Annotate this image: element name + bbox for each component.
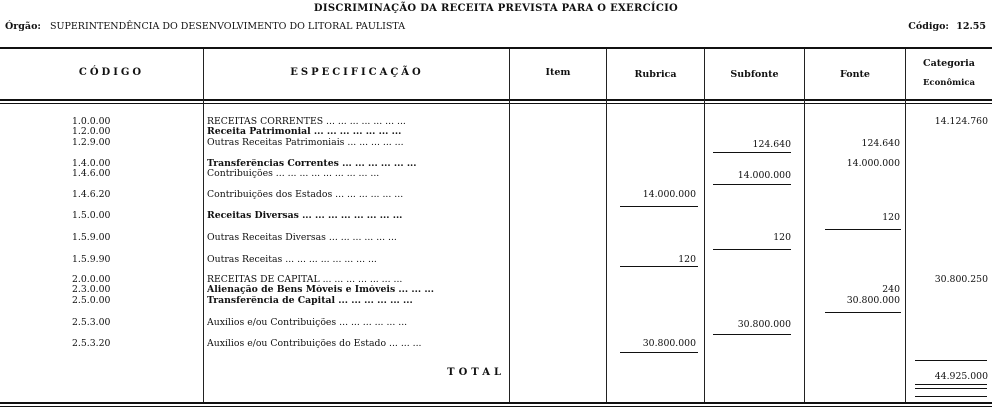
- row-rubrica-value: 120: [678, 254, 696, 265]
- document-title: DISCRIMINAÇÃO DA RECEITA PREVISTA PARA O EXERCÍCIO: [313, 3, 679, 14]
- row-fonte-value: 14.000.000: [846, 158, 900, 169]
- row-code: 2.3.0.00: [72, 284, 111, 295]
- rule-subfonte-1: [713, 152, 791, 153]
- row-code: 2.5.3.00: [72, 317, 111, 328]
- row-specification: RECEITAS DE CAPITAL ... ... ... ... ... ... ...: [207, 275, 403, 285]
- row-specification: Contribuições ... ... ... ... ... ... ... ... ...: [207, 169, 380, 179]
- row-specification: Outras Receitas ... ... ... ... ... ... ... ...: [207, 255, 377, 265]
- code-value: 12.55: [956, 21, 986, 32]
- row-subfonte-value: 14.000.000: [737, 170, 791, 181]
- header-codigo: CÓDIGO: [78, 67, 145, 78]
- header-rubrica: Rubrica: [634, 69, 677, 80]
- header-item: Item: [545, 67, 571, 78]
- total-label: TOTAL: [447, 367, 505, 378]
- rule-subfonte-2: [713, 184, 791, 185]
- row-code: 1.0.0.00: [72, 116, 111, 127]
- row-code: 2.5.3.20: [72, 338, 111, 349]
- rule-fonte-2: [825, 312, 901, 313]
- row-code: 1.2.0.00: [72, 126, 111, 137]
- row-fonte-value: 30.800.000: [846, 295, 900, 306]
- rule-rubrica-3: [620, 352, 698, 353]
- rule-total-1: [915, 384, 987, 385]
- rule-total-top: [915, 360, 987, 361]
- row-code: 1.5.9.90: [72, 254, 111, 265]
- rule-subfonte-3: [713, 249, 791, 250]
- header-especificacao: ESPECIFICAÇÃO: [290, 67, 424, 78]
- row-categoria-value: 30.800.250: [934, 274, 988, 285]
- total-value: 44.925.000: [934, 371, 988, 382]
- rule-total-2: [915, 388, 987, 389]
- row-code: 2.5.0.00: [72, 295, 111, 306]
- rule-subfonte-4: [713, 334, 791, 335]
- code-label: Código:: [908, 21, 949, 32]
- row-code: 1.4.0.00: [72, 158, 111, 169]
- row-code: 1.2.9.00: [72, 137, 111, 148]
- rule-rubrica-1: [620, 206, 698, 207]
- header-categoria: Categoria: [923, 58, 975, 69]
- row-specification: Auxílios e/ou Contribuições ... ... ... ... ... ...: [207, 318, 408, 328]
- row-categoria-value: 14.124.760: [934, 116, 988, 127]
- row-code: 1.5.0.00: [72, 210, 111, 221]
- organ-label: Órgão:: [5, 21, 41, 32]
- row-subfonte-value: 124.640: [752, 139, 791, 150]
- rule-fonte-1: [825, 229, 901, 230]
- row-fonte-value: 120: [882, 212, 900, 223]
- row-specification: Alienação de Bens Móveis e Imóveis ... ... ...: [207, 285, 435, 295]
- row-rubrica-value: 14.000.000: [642, 189, 696, 200]
- rule-rubrica-2: [620, 266, 698, 267]
- row-specification: RECEITAS CORRENTES ... ... ... ... ... ... ...: [207, 117, 406, 127]
- row-fonte-value: 124.640: [861, 138, 900, 149]
- rule-total-3: [915, 396, 987, 397]
- row-rubrica-value: 30.800.000: [642, 338, 696, 349]
- row-specification: Auxílios e/ou Contribuições do Estado ... ... ...: [207, 339, 422, 349]
- row-code: 1.5.9.00: [72, 232, 111, 243]
- row-specification: Outras Receitas Patrimoniais ... ... ... ... ...: [207, 138, 404, 148]
- row-code: 1.4.6.00: [72, 168, 111, 179]
- row-fonte-value: 240: [882, 284, 900, 295]
- row-subfonte-value: 30.800.000: [737, 319, 791, 330]
- row-code: 1.4.6.20: [72, 189, 111, 200]
- header-subfonte: Subfonte: [730, 69, 779, 80]
- row-specification: Outras Receitas Diversas ... ... ... ... ... ...: [207, 233, 397, 243]
- row-subfonte-value: 120: [773, 232, 791, 243]
- row-code: 2.0.0.00: [72, 274, 111, 285]
- row-specification: Receita Patrimonial ... ... ... ... ... ... ...: [207, 127, 402, 137]
- organ-value: SUPERINTENDÊNCIA DO DESENVOLVIMENTO DO LITORAL PAULISTA: [49, 21, 406, 32]
- header-economica: Econômica: [922, 78, 976, 88]
- row-specification: Contribuições dos Estados ... ... ... ... ... ...: [207, 190, 404, 200]
- row-specification: Transferências Correntes ... ... ... ... ... ...: [207, 159, 417, 169]
- row-specification: Receitas Diversas ... ... ... ... ... ... ... ...: [207, 211, 403, 221]
- header-fonte: Fonte: [840, 69, 870, 80]
- row-specification: Transferência de Capital ... ... ... ... ... ...: [207, 296, 413, 306]
